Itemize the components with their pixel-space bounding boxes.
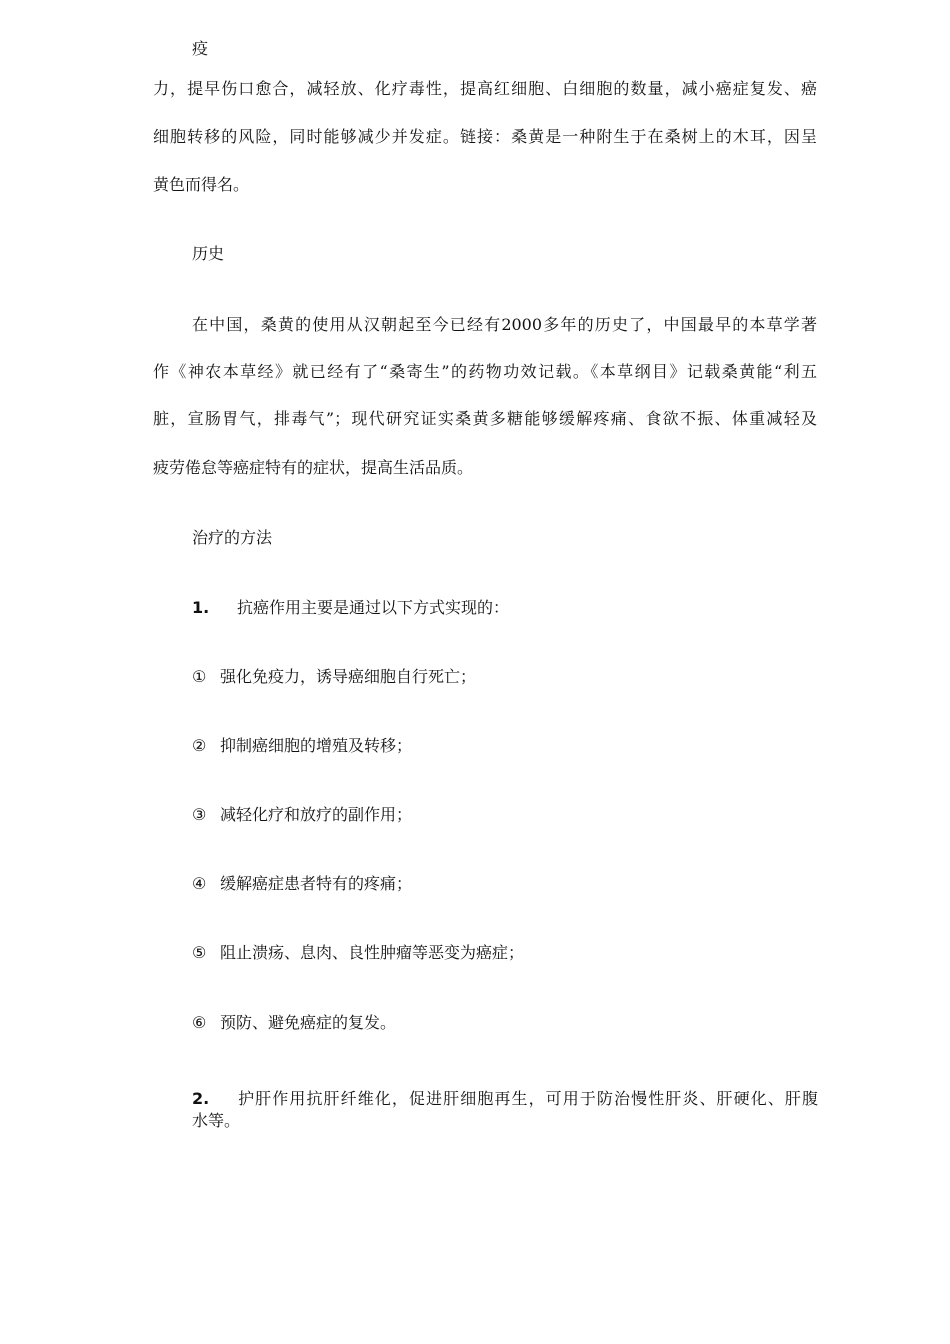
history-line-4: 疲劳倦怠等癌症特有的症状，提高生活品质。	[153, 458, 474, 477]
method-item-1	[192, 597, 509, 619]
fragment-text: 疫	[192, 39, 209, 58]
sub-item	[192, 666, 476, 688]
sub-item-mark: ⑥	[192, 1013, 207, 1032]
sub-item	[192, 735, 412, 757]
sub-item-text: 抑制癌细胞的增殖及转移；	[220, 736, 413, 755]
method-item-2-line-1	[192, 1088, 818, 1110]
methods-heading: 治疗的方法	[192, 528, 273, 547]
sub-item	[192, 942, 524, 964]
history-line-2: 作《神农本草经》就已经有了“桑寄生”的药物功效记载。《本草纲目》记载桑黄能“利五	[153, 362, 817, 381]
history-heading: 历史	[192, 244, 225, 263]
sub-item-text: 强化免疫力，诱导癌细胞自行死亡；	[220, 667, 477, 686]
sub-item-mark: ①	[192, 667, 207, 686]
method-item-2-line-2: 水等。	[192, 1111, 241, 1130]
item-text: 护肝作用抗肝纤维化，促进肝细胞再生，可用于防治慢性肝炎、肝硬化、肝腹	[237, 1089, 818, 1108]
intro-line-2: 细胞转移的风险，同时能够减少并发症。链接：桑黄是一种附生于在桑树上的木耳，因呈	[153, 127, 817, 146]
sub-item-mark: ④	[192, 874, 207, 893]
sub-item	[192, 1012, 396, 1034]
item-number: 2.	[192, 1089, 210, 1108]
intro-line-3: 黄色而得名。	[153, 175, 250, 194]
sub-item-mark: ⑤	[192, 943, 207, 962]
sub-item-mark: ③	[192, 805, 207, 824]
item-number: 1.	[192, 598, 210, 617]
sub-item-text: 减轻化疗和放疗的副作用；	[220, 805, 413, 824]
sub-item-text: 预防、避免癌症的复发。	[220, 1013, 397, 1032]
item-text: 抗癌作用主要是通过以下方式实现的：	[237, 598, 510, 617]
sub-item	[192, 873, 412, 895]
sub-item-text: 缓解癌症患者特有的疼痛；	[220, 874, 413, 893]
sub-item-mark: ②	[192, 736, 207, 755]
history-line-1: 在中国，桑黄的使用从汉朝起至今已经有2000多年的历史了，中国最早的本草学著	[192, 315, 817, 334]
sub-item-text: 阻止溃疡、息肉、良性肿瘤等恶变为癌症；	[220, 943, 525, 962]
sub-item	[192, 804, 412, 826]
intro-line-1: 力，提早伤口愈合，减轻放、化疗毒性，提高红细胞、白细胞的数量，减小癌症复发、癌	[153, 79, 817, 98]
history-line-3: 脏，宣肠胃气，排毒气”；现代研究证实桑黄多糖能够缓解疼痛、食欲不振、体重减轻及	[153, 409, 817, 428]
method-item-2	[192, 1088, 818, 1132]
